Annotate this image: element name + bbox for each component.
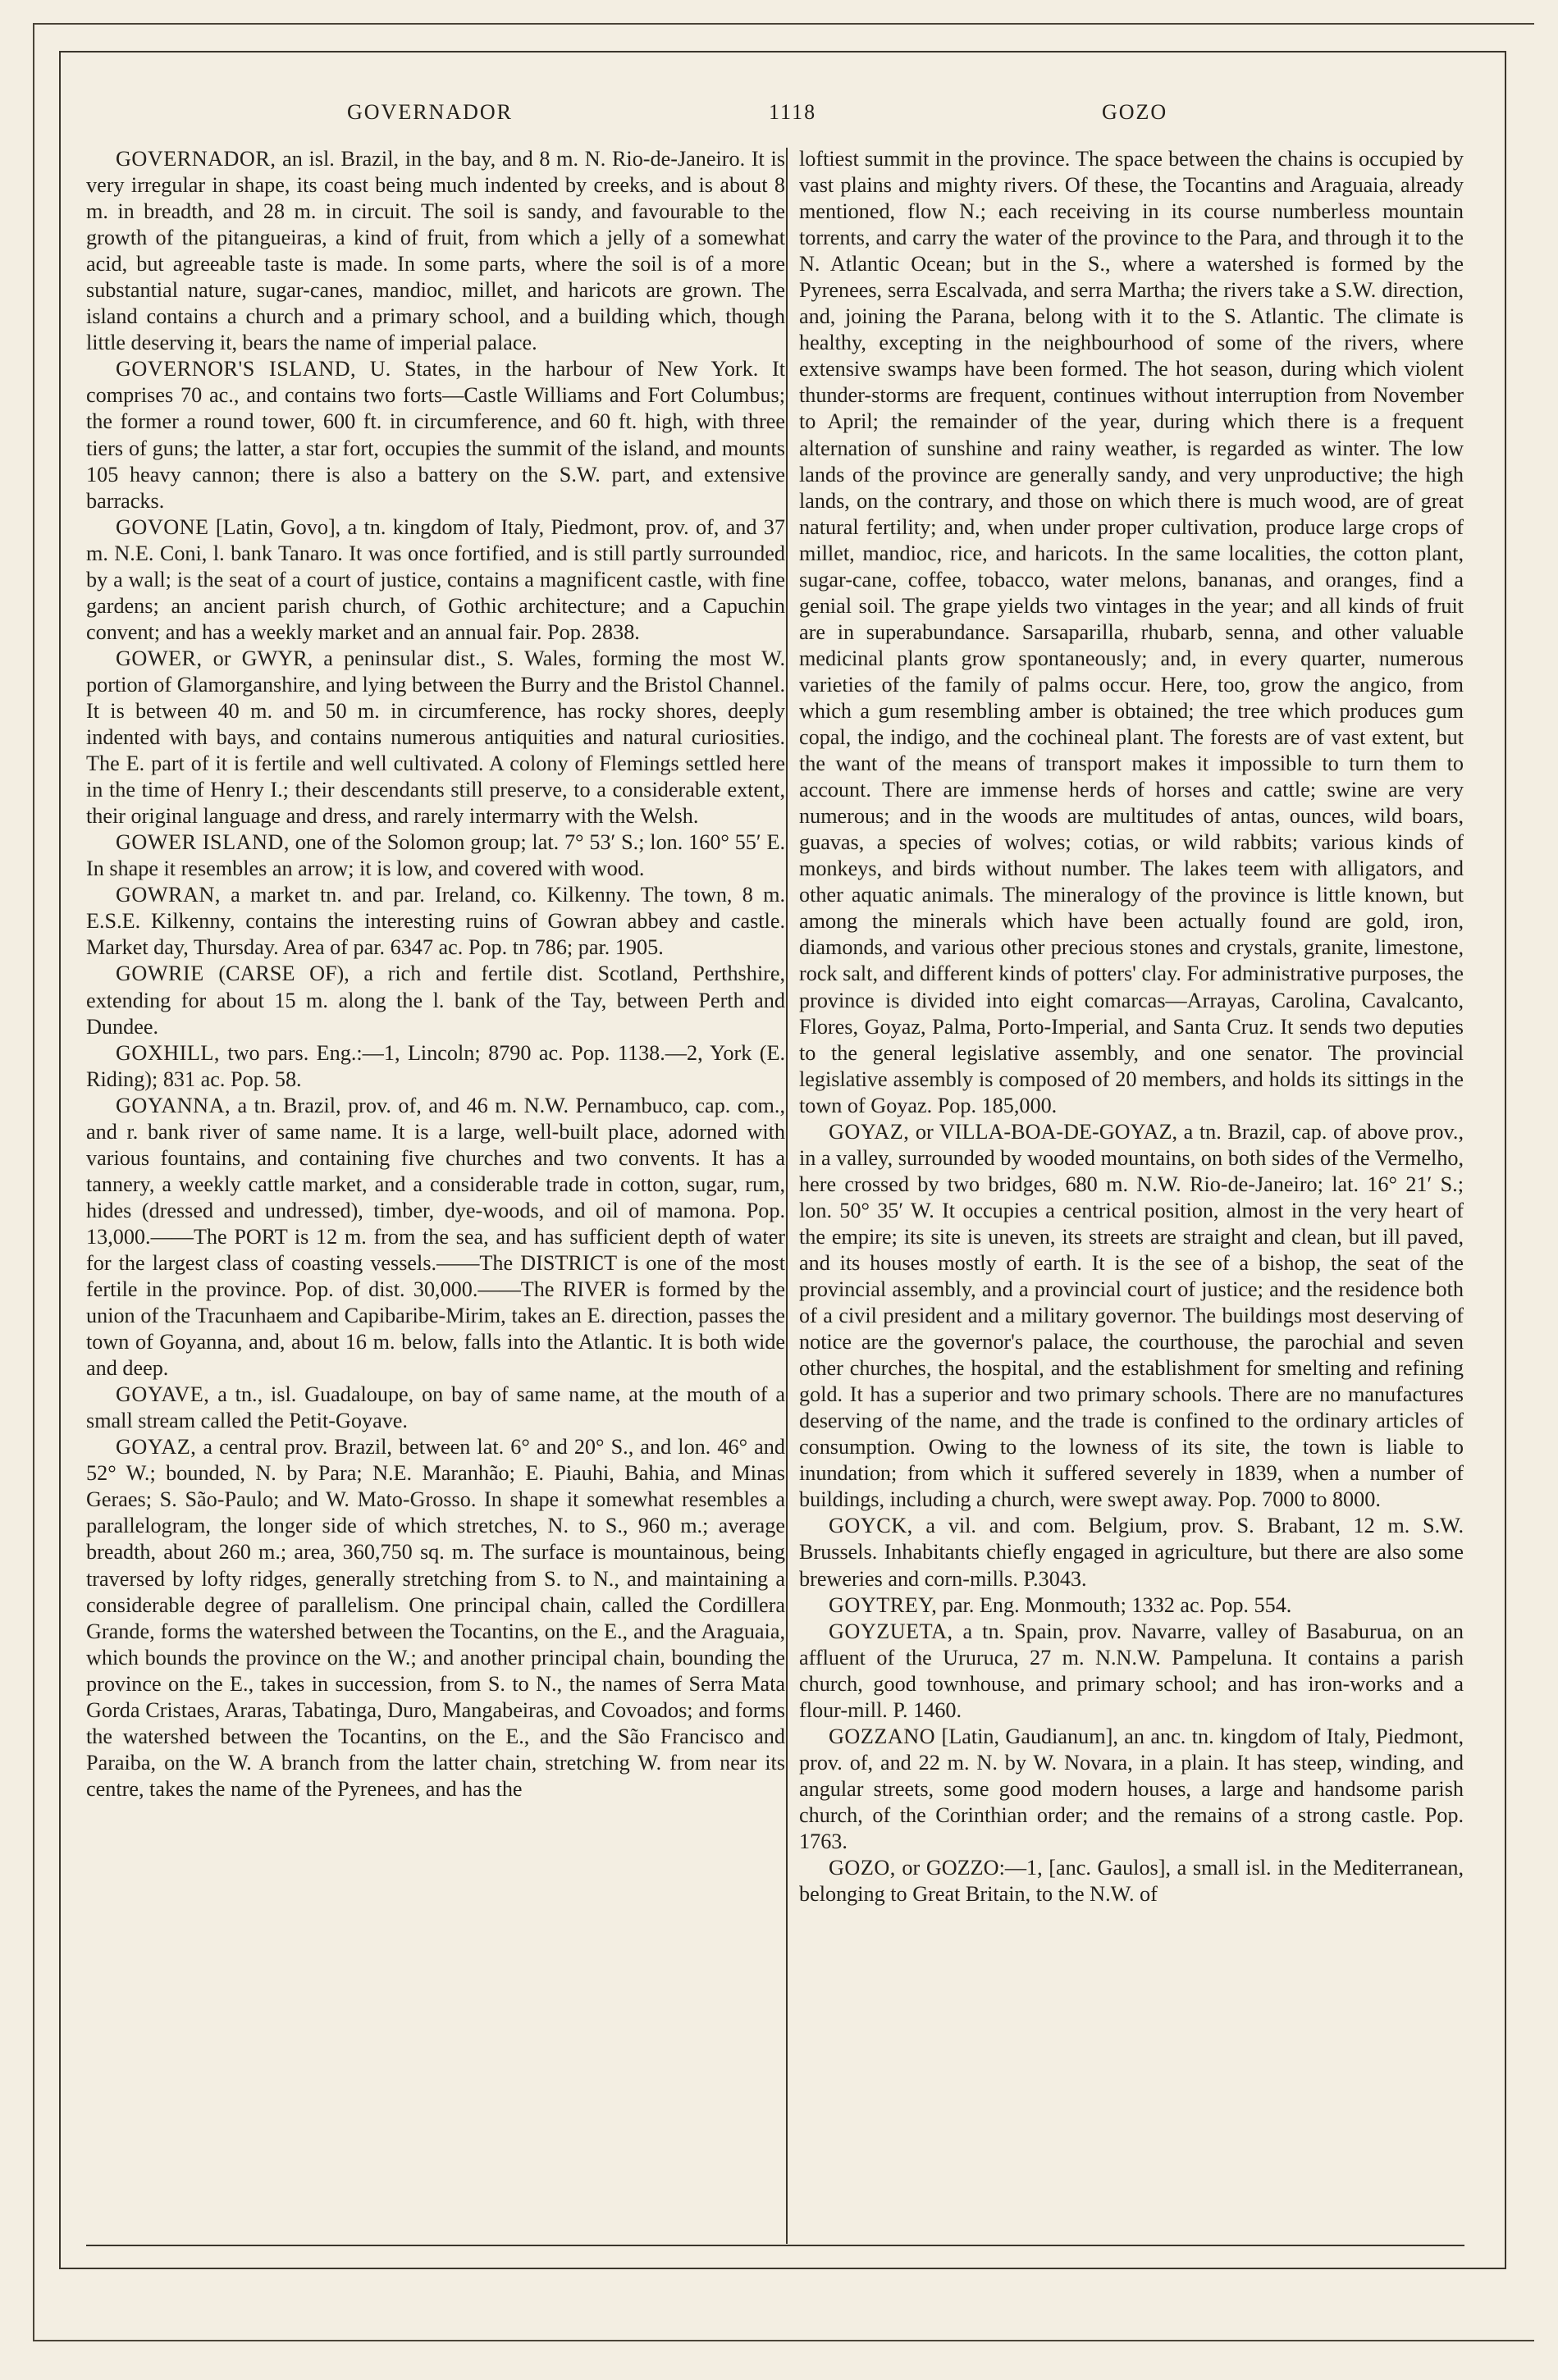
entry-headword: GOVONE	[116, 514, 209, 539]
entry-headword: GOXHILL,	[116, 1040, 220, 1065]
gazetteer-entry	[799, 146, 1464, 1119]
outer-rule-bottom	[33, 2340, 1534, 2341]
entry-headword: GOWER,	[116, 646, 203, 670]
bottom-rule	[86, 2245, 1464, 2246]
entry-headword: GOWRIE	[116, 962, 204, 986]
gazetteer-entry	[799, 1724, 1464, 1855]
gazetteer-entry	[799, 1119, 1464, 1514]
outer-rule-top	[33, 23, 1534, 25]
gazetteer-entry	[86, 1093, 785, 1382]
gazetteer-entry	[86, 882, 785, 961]
header-right-word: GOZO	[1102, 100, 1168, 124]
gazetteer-entry	[799, 1855, 1464, 1907]
entry-headword: GOVERNOR'S ISLAND,	[116, 357, 357, 381]
entry-text: a tn. Brazil, prov. of, and 46 m. N.W. Pernambuco, cap. com., and r. bank river of same name. It is a large, well-built place, adorned with various fountains, and containing five churches and two convents. It has a tannery, a weekly cattle market, and a considerable trade in cotton, sugar, rum, hides (dressed and undressed), timber, dye-woods, and oil of mamona. Pop. 13,000.——The PORT is 12 m. from the sea, and has sufficient depth of water for the largest class of coasting vessels.——The DISTRICT is one of the most fertile in the province. Pop. of dist. 30,000.——The RIVER is formed by the union of the Tracunhaem and Capibaribe-Mirim, takes an E. direction, passes the town of Goyanna, and, about 16 m. below, falls into the Atlantic. It is both wide and deep.	[86, 1093, 785, 1381]
entry-headword: GOYCK,	[829, 1514, 913, 1538]
entry-text: an isl. Brazil, in the bay, and 8 m. N. Rio-de-Janeiro. It is very irregular in shape, its coast being much indented by creeks, and is about 8 m. in breadth, and 28 m. in circuit. The soil is sandy, and favourable to the growth of the pitangueiras, a kind of fruit, from which a jelly of a somewhat acid, but agreeable taste is made. In some parts, where the soil is of a more substantial nature, sugar-canes, mandioc, millet, and haricots are grown. The island contains a church and a primary school, and a building which, though little deserving it, bears the name of imperial palace.	[86, 147, 785, 355]
gazetteer-entry	[86, 146, 785, 356]
outer-rule-left	[33, 23, 34, 2341]
entry-headword: GOWER ISLAND,	[116, 830, 290, 855]
gazetteer-entry	[799, 1619, 1464, 1724]
entry-headword: GOZO,	[829, 1856, 896, 1880]
entry-text: or GOZZO:—1, [anc. Gaulos], a small isl. in the Mediterranean, belonging to Great Britain, to the N.W. of	[799, 1856, 1464, 1907]
entry-headword: GOYTREY,	[829, 1592, 938, 1617]
entry-text: a market tn. and par. Ireland, co. Kilkenny. The town, 8 m. E.S.E. Kilkenny, contains the interesting ruins of Gowran abbey and castle. Market day, Thursday. Area of par. 6347 ac. Pop. tn 786; par. 1905.	[86, 883, 785, 960]
gazetteer-entry	[86, 961, 785, 1039]
gazetteer-entry	[86, 1434, 785, 1802]
gazetteer-entry	[86, 1040, 785, 1093]
entry-text: [Latin, Govo], a tn. kingdom of Italy, Piedmont, prov. of, and 37 m. N.E. Coni, l. bank Tanaro. It was once fortified, and is still partly surrounded by a wall; is the seat of a court of justice, contains a magnificent castle, with fine gardens; an ancient parish church, of Gothic architecture; and a Capuchin convent; and has a weekly market and an annual fair. Pop. 2838.	[86, 514, 785, 644]
left-column	[86, 146, 785, 1802]
entry-text: two pars. Eng.:—1, Lincoln; 8790 ac. Pop. 1138.—2, York (E. Riding); 831 ac. Pop. 58.	[86, 1040, 785, 1091]
gazetteer-entry	[86, 1382, 785, 1434]
entry-headword: GOYANNA,	[116, 1093, 231, 1117]
entry-headword: GOYAZ,	[829, 1119, 910, 1144]
running-header	[82, 92, 1477, 131]
entry-text: a tn., isl. Guadaloupe, on bay of same name, at the mouth of a small stream called the Petit-Goyave.	[86, 1382, 785, 1433]
right-column	[799, 146, 1464, 1907]
column-divider	[786, 148, 788, 2244]
entry-headword: GOVERNADOR,	[116, 147, 276, 171]
entry-text: one of the Solomon group; lat. 7° 53′ S.; lon. 160° 55′ E. In shape it resembles an arrow; it is low, and covered with wood.	[86, 830, 786, 881]
gazetteer-entry	[86, 829, 785, 882]
entry-text: U. States, in the harbour of New York. It comprises 70 ac., and contains two forts—Castle Williams and Fort Columbus; the former a round tower, 600 ft. in circumference, and 60 ft. high, with three tiers of guns; the latter, a star fort, occupies the summit of the island, and mounts 105 heavy cannon; there is also a battery on the S.W. part, and extensive barracks.	[86, 357, 785, 513]
entry-text: a tn. Spain, prov. Navarre, valley of Basaburua, on an affluent of the Ururuca, 27 m. N.N.W. Pampeluna. It contains a parish church, good townhouse, and primary school; and has iron-works and a flour-mill. P. 1460.	[799, 1619, 1464, 1722]
gazetteer-entry	[86, 646, 785, 829]
gazetteer-entry	[86, 356, 785, 514]
entry-text: [Latin, Gaudianum], an anc. tn. kingdom of Italy, Piedmont, prov. of, and 22 m. N. by W. Novara, in a plain. It has steep, winding, and angular streets, some good modern houses, a large and handsome parish church, of the Corinthian order; and the remains of a strong castle. Pop. 1763.	[799, 1724, 1464, 1853]
gazetteer-entry	[799, 1592, 1464, 1619]
entry-headword: GOZZANO	[829, 1724, 936, 1748]
page-number: 1118	[769, 100, 817, 124]
gazetteer-entry	[86, 514, 785, 646]
entry-headword: GOYAVE,	[116, 1382, 210, 1407]
entry-text: or GWYR, a peninsular dist., S. Wales, forming the most W. portion of Glamorganshire, and lying between the Burry and the Bristol Channel. It is between 40 m. and 50 m. in circumference, has rocky shores, deeply indented with bays, and contains numerous antiquities and natural curiosities. The E. part of it is fertile and well cultivated. A colony of Flemings settled here in the time of Henry I.; their descendants still preserve, to a considerable extent, their original language and dress, and rarely intermarry with the Welsh.	[86, 646, 785, 829]
entry-headword: GOYZUETA,	[829, 1619, 953, 1643]
entry-text: (CARSE OF), a rich and fertile dist. Scotland, Perthshire, extending for about 15 m. along the l. bank of the Tay, between Perth and Dundee.	[86, 962, 785, 1039]
entry-text: a vil. and com. Belgium, prov. S. Brabant, 12 m. S.W. Brussels. Inhabitants chiefly engaged in agriculture, but there are also some breweries and corn-mills. P.3043.	[799, 1514, 1464, 1591]
entry-headword: GOWRAN,	[116, 883, 221, 907]
entry-headword: GOYAZ,	[116, 1435, 197, 1460]
gazetteer-entry	[799, 1513, 1464, 1592]
entry-text: loftiest summit in the province. The space between the chains is occupied by vast plains and mighty rivers. Of these, the Tocantins and Araguaia, already mentioned, flow N.; each receiving in its course numberless mountain torrents, and carry the water of the province to the Para, and through it to the N. Atlantic Ocean; but in the S., where a watershed is formed by the Pyrenees, serra Escalvada, and serra Martha; the rivers take a S.W. direction, and, joining the Parana, belong with it to the S. Atlantic. The climate is healthy, excepting in the neighbourhood of some of the rivers, where extensive swamps have been formed. The hot season, during which violent thunder-storms are frequent, continues without interruption from November to April; the remainder of the year, during which there is a frequent alternation of sunshine and rainy weather, is regarded as winter. The low lands of the province are generally sandy, and very unproductive; the high lands, on the contrary, and those on which there is much wood, are of great natural fertility; and, when under proper cultivation, produce large crops of millet, mandioc, rice, and haricots. In the same localities, the cotton plant, sugar-cane, coffee, tobacco, water melons, bananas, and oranges, find a genial soil. The grape yields two vintages in the year; and all kinds of fruit are in superabundance. Sarsaparilla, rhubarb, senna, and other valuable medicinal plants grow spontaneously; and, in every quarter, numerous varieties of the family of palms occur. Here, too, grow the angico, from which a gum resembling amber is obtained; the tree which produces gum copal, the indigo, and the cochineal plant. The forests are of vast extent, but the want of the means of transport makes it impossible to turn them to account. There are immense herds of horses and cattle; swine are very numerous; and in the woods are multitudes of antas, ounces, wild boars, guavas, a species of wolves; cotias, or wild rabbits; various kinds of monkeys, and birds without number. The lakes teem with alligators, and other aquatic animals. The mineralogy of the province is little known, but among the minerals which have been actually found are gold, iron, diamonds, and various other precious stones and crystals, granite, limestone, rock salt, and different kinds of potters' clay. For administrative purposes, the province is divided into eight comarcas—Arrayas, Carolina, Cavalcanto, Flores, Goyaz, Palma, Porto-Imperial, and Santa Cruz. It sends two deputies to the general legislative assembly, and one senator. The provincial legislative assembly is composed of 20 members, and holds its sittings in the town of Goyaz. Pop. 185,000.	[799, 147, 1464, 1117]
header-left-word: GOVERNADOR	[347, 100, 513, 124]
entry-text: or VILLA-BOA-DE-GOYAZ, a tn. Brazil, cap. of above prov., in a valley, surrounded by wooded mountains, on both sides of the Vermelho, here crossed by two bridges, 680 m. N.W. Rio-de-Janeiro; lat. 16° 21′ S.; lon. 50° 35′ W. It occupies a centrical position, almost in the very heart of the empire; its site is uneven, its streets are straight and clean, but ill paved, and its houses mostly of earth. It is the see of a bishop, the seat of the provincial assembly, and a provincial court of justice; and the residence both of a civil president and a military governor. The buildings most deserving of notice are the governor's palace, the courthouse, the parochial and seven other churches, the hospital, and the establishment for smelting and refining gold. It has a superior and two primary schools. There are no manufactures deserving of the name, and the trade is confined to the ordinary articles of consumption. Owing to the lowness of its site, the town is liable to inundation; from which it suffered severely in 1839, when a number of buildings, including a church, were swept away. Pop. 7000 to 8000.	[799, 1119, 1464, 1512]
entry-text: a central prov. Brazil, between lat. 6° and 20° S., and lon. 46° and 52° W.; bounded, N. by Para; N.E. Maranhão; E. Piauhi, Bahia, and Minas Geraes; S. São-Paulo; and W. Mato-Grosso. In shape it somewhat resembles a parallelogram, the longer side of which stretches, N. to S., 960 m.; average breadth, about 260 m.; area, 360,750 sq. m. The surface is mountainous, being traversed by lofty ridges, generally stretching from S. to N., and maintaining a considerable degree of parallelism. One principal chain, called the Cordillera Grande, forms the watershed between the Tocantins, on the E., and the Araguaia, which bounds the province on the W.; and another principal chain, bounding the province on the E., takes in succession, from S. to N., the names of Serra Mata Gorda Cristaes, Araras, Tabatinga, Duro, Mangabeiras, and Covoados; and forms the watershed between the Tocantins, on the E., and the São Francisco and Paraiba, on the W. A branch from the latter chain, stretching W. from near its centre, takes the name of the Pyrenees, and has the	[86, 1435, 785, 1801]
entry-text: par. Eng. Monmouth; 1332 ac. Pop. 554.	[937, 1592, 1292, 1617]
